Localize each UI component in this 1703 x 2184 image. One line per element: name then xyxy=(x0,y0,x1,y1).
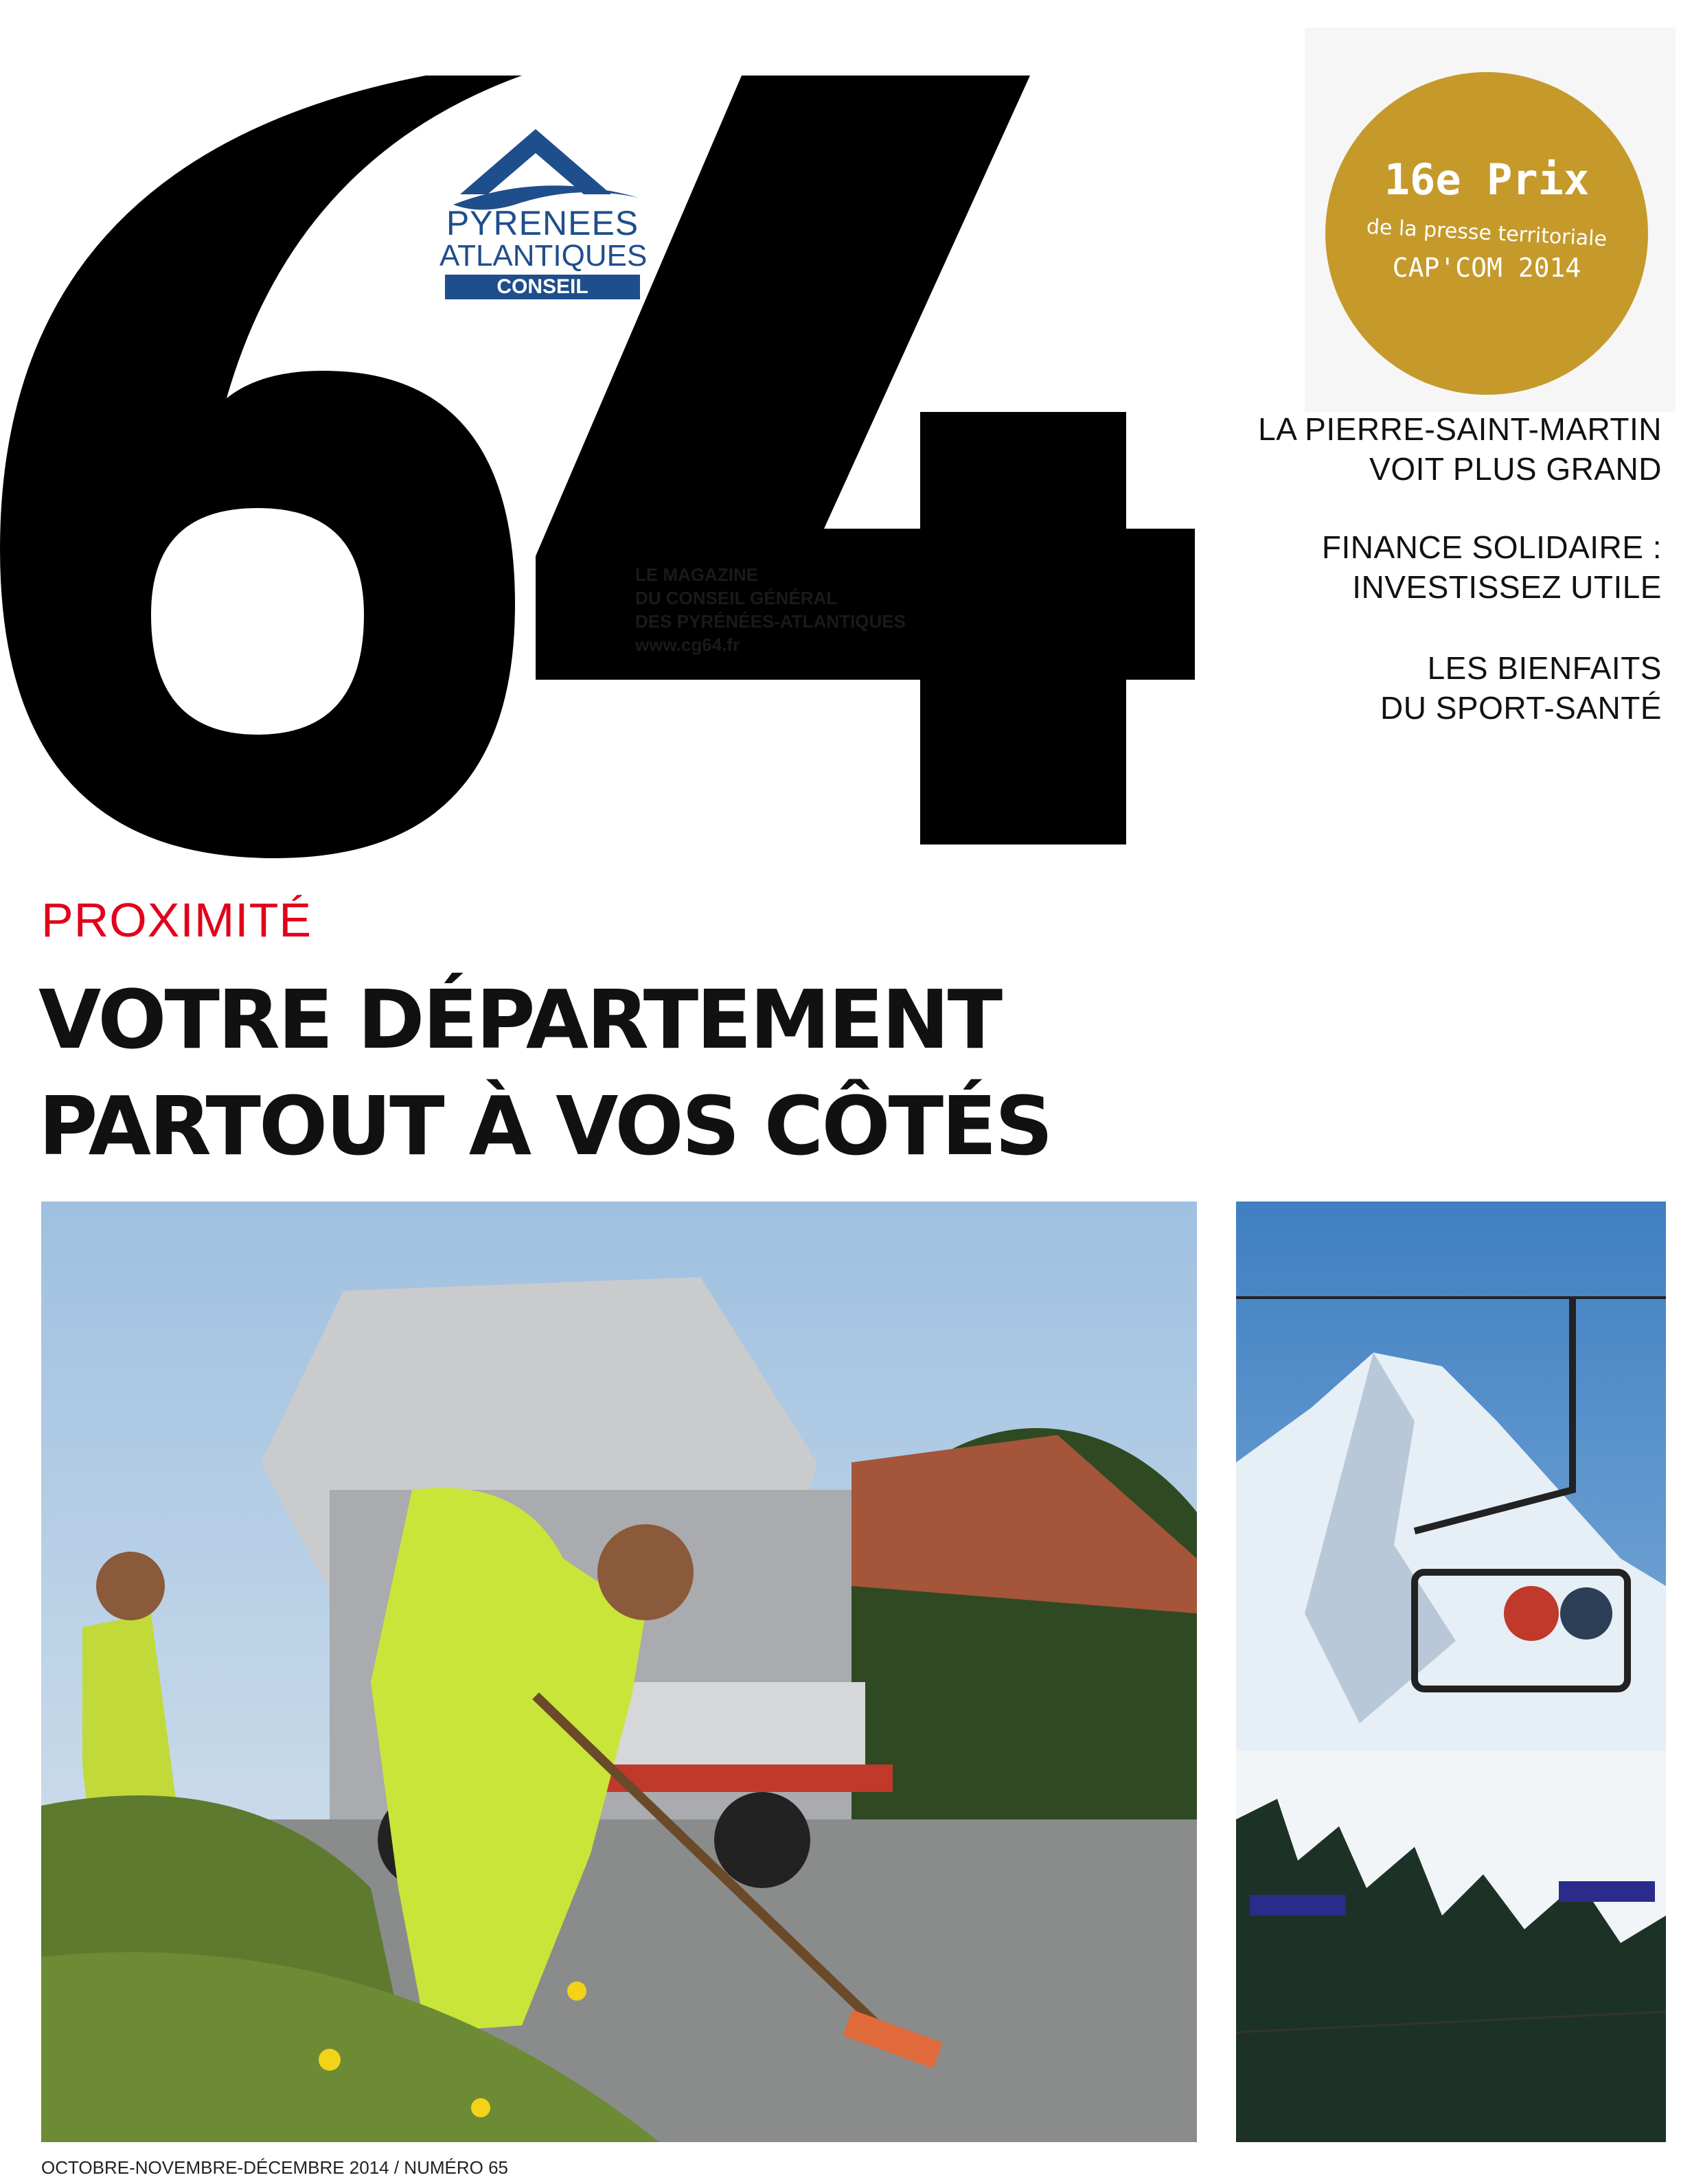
logo-line-1: PYRENEES xyxy=(446,204,639,242)
badge-prix: 16e Prix xyxy=(1384,154,1590,205)
headline-3-line-2[interactable]: DU SPORT-SANTÉ xyxy=(1380,690,1662,726)
logo-line-2: ATLANTIQUES xyxy=(439,239,648,273)
issue-info: OCTOBRE-NOVEMBRE-DÉCEMBRE 2014 / NUMÉRO 65 xyxy=(41,2157,508,2178)
headline-1-line-1[interactable]: LA PIERRE-SAINT-MARTIN xyxy=(1258,411,1662,447)
ski-lift-photo xyxy=(1236,1202,1666,2142)
headline-2-line-1[interactable]: FINANCE SOLIDAIRE : xyxy=(1321,529,1662,565)
headline-2-line-2[interactable]: INVESTISSEZ UTILE xyxy=(1352,569,1662,605)
headline-3-line-1[interactable]: LES BIENFAITS xyxy=(1427,650,1662,686)
tagline-line-2: DU CONSEIL GÉNÉRAL xyxy=(635,588,838,608)
cover-title-line-2: PARTOUT À VOS CÔTÉS xyxy=(38,1079,1051,1173)
headline-1-line-2[interactable]: VOIT PLUS GRAND xyxy=(1369,451,1662,487)
road-workers-photo xyxy=(41,1202,1197,2142)
tagline-line-1: LE MAGAZINE xyxy=(635,564,759,585)
logo-line-3: CONSEIL GENERAL xyxy=(445,275,640,299)
cover-kicker: PROXIMITÉ xyxy=(41,893,312,947)
badge-line-2: de la presse territoriale xyxy=(1366,214,1608,252)
cover-title-line-1: VOTRE DÉPARTEMENT xyxy=(38,972,1001,1067)
badge-line-3: CAP'COM 2014 xyxy=(1392,253,1581,283)
tagline-line-3: DES PYRÉNÉES-ATLANTIQUES xyxy=(635,611,906,632)
website-link[interactable]: www.cg64.fr xyxy=(635,634,740,655)
